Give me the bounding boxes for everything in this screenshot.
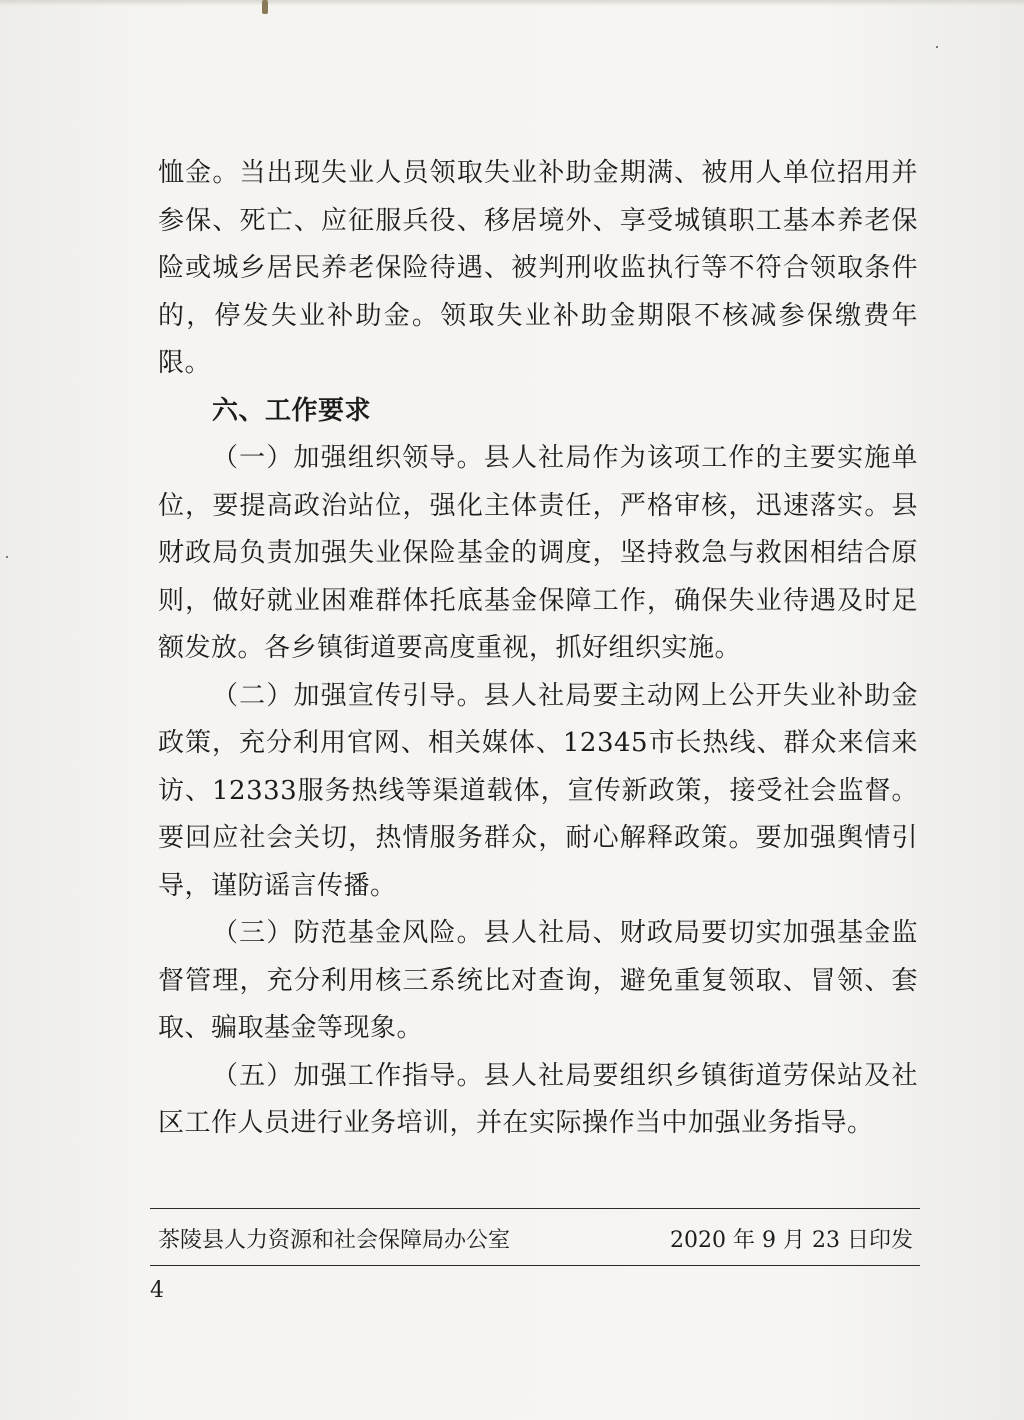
paper-edge bbox=[0, 0, 1024, 6]
scan-speck bbox=[936, 46, 938, 48]
footer-rule-bottom bbox=[150, 1265, 920, 1266]
issue-date: 2020 年 9 月 23 日印发 bbox=[670, 1227, 913, 1253]
paragraph-publicity: （二）加强宣传引导。县人社局要主动网上公开失业补助金政策，充分利用官网、相关媒体、12345市长热线、群众来信来访、12333服务热线等渠道载体，宣传新政策，接受社会监督。要回应社会关切，热情服务群众，耐心解释政策。要加强舆情引导，谨防谣言传播。 bbox=[158, 680, 918, 901]
section-heading: 六、工作要求 bbox=[212, 395, 372, 426]
page-number: 4 bbox=[150, 1278, 164, 1303]
staple-mark bbox=[262, 0, 268, 14]
paragraph-continuation: 恤金。当出现失业人员领取失业补助金期满、被用人单位招用并参保、死亡、应征服兵役、移居境外、享受城镇职工基本养老保险或城乡居民养老保险待遇、被判刑收监执行等不符合领取条件的，停发失业补助金。领取失业补助金期限不核减参保缴费年限。 bbox=[158, 158, 918, 378]
issuance-footer bbox=[158, 1218, 913, 1258]
footer-rule-top bbox=[150, 1208, 920, 1209]
paragraph-organization: （一）加强组织领导。县人社局作为该项工作的主要实施单位，要提高政治站位，强化主体责任，严格审核，迅速落实。县财政局负责加强失业保险基金的调度，坚持救急与救困相结合原则，做好就业困难群体托底基金保障工作，确保失业待遇及时足额发放。各乡镇街道要高度重视，抓好组织实施。 bbox=[158, 443, 918, 663]
paragraph-risk: （三）防范基金风险。县人社局、财政局要切实加强基金监督管理，充分利用核三系统比对查询，避免重复领取、冒领、套取、骗取基金等现象。 bbox=[158, 918, 918, 1043]
paragraph-guidance: （五）加强工作指导。县人社局要组织乡镇街道劳保站及社区工作人员进行业务培训，并在实际操作当中加强业务指导。 bbox=[158, 1060, 918, 1138]
document-body bbox=[158, 150, 918, 1148]
scan-speck bbox=[6, 556, 8, 558]
issuer-name: 茶陵县人力资源和社会保障局办公室 bbox=[158, 1227, 511, 1253]
